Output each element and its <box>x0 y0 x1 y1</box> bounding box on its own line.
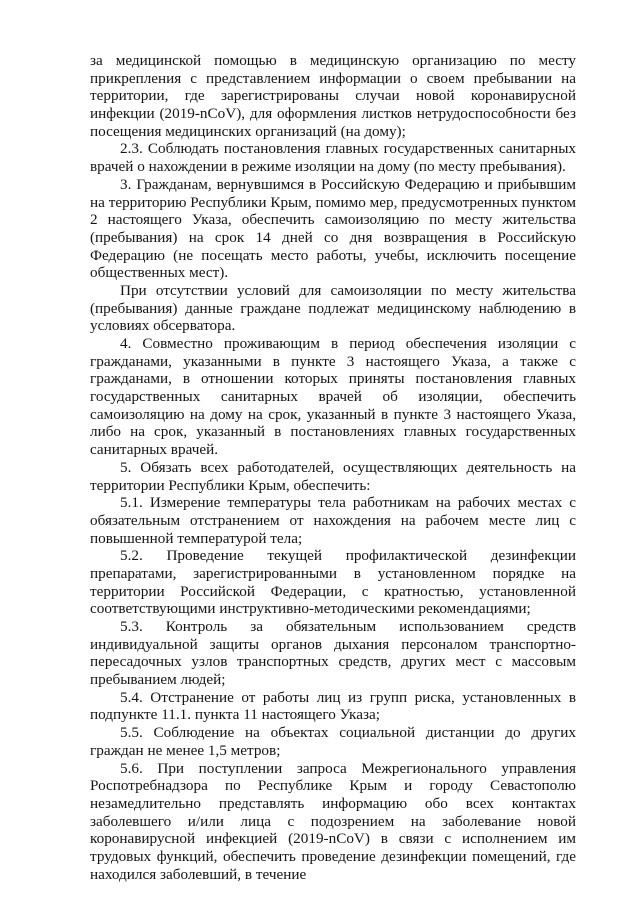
paragraph-5-6: 5.6. При поступлении запроса Межрегионального управления Роспотребнадзора по Республике Крым и городу Севастополю незамедлительно представлять информацию обо всех контактах заболевшего и/или лица с подозрением на заболевание новой коронавирусной инфекцией (2019-nCoV) в связи с исполнением им трудовых функций, обеспечить проведение дезинфекции помещений, где находился заболевший, в течение <box>90 759 576 883</box>
paragraph-4: 4. Совместно проживающим в период обеспечения изоляции с гражданами, указанными в пункте 3 настоящего Указа, а также с гражданами, в отношении которых приняты постановления главных государственных санитарных врачей об изоляции, обеспечить самоизоляцию на дому на срок, указанный в пункте 3 настоящего Указа, либо на срок, указанный в постановлениях главных государственных санитарных врачей. <box>90 335 576 459</box>
paragraph-5-3: 5.3. Контроль за обязательным использованием средств индивидуальной защиты органов дыхания персоналом транспортно-пересадочных узлов транспортных средств, других мест с массовым пребыванием людей; <box>90 618 576 689</box>
paragraph-3-observatory: При отсутствии условий для самоизоляции по месту жительства (пребывания) данные граждане подлежат медицинскому наблюдению в условиях обсерватора. <box>90 281 576 335</box>
paragraph-5-5: 5.5. Соблюдение на объектах социальной дистанции до других граждан не менее 1,5 метров; <box>90 724 576 759</box>
paragraph-2-3: 2.3. Соблюдать постановления главных государственных санитарных врачей о нахождении в режиме изоляции на дому (по месту пребывания). <box>90 140 576 176</box>
paragraph-5-2: 5.2. Проведение текущей профилактической дезинфекции препаратами, зарегистрированными в установленном порядке на территории Российской Федерации, с кратностью, установленной соответствующими инструктивно-методическими рекомендациями; <box>90 547 576 618</box>
paragraph-5-4: 5.4. Отстранение от работы лиц из групп риска, установленных в подпункте 11.1. пункта 11 настоящего Указа; <box>90 688 576 724</box>
paragraph-5: 5. Обязать всех работодателей, осуществляющих деятельность на территории Республики Крым, обеспечить: <box>90 458 576 494</box>
paragraph-5-1: 5.1. Измерение температуры тела работникам на рабочих местах с обязательным отстранением от нахождения на рабочем месте лиц с повышенной температурой тела; <box>90 494 576 547</box>
document-page <box>90 52 576 883</box>
paragraph-1-continuation: за медицинской помощью в медицинскую организацию по месту прикрепления с представлением информации о своем пребывании на территории, где зарегистрированы случаи новой коронавирусной инфекции (2019-nCoV), для оформления листков нетрудоспособности без посещения медицинских организаций (на дому); <box>90 52 576 140</box>
paragraph-3: 3. Гражданам, вернувшимся в Российскую Федерацию и прибывшим на территорию Республики Крым, помимо мер, предусмотренных пунктом 2 настоящего Указа, обеспечить самоизоляцию по месту жительства (пребывания) на срок 14 дней со дня возвращения в Российскую Федерацию (не посещать место работы, учебы, исключить посещение общественных мест). <box>90 175 576 282</box>
